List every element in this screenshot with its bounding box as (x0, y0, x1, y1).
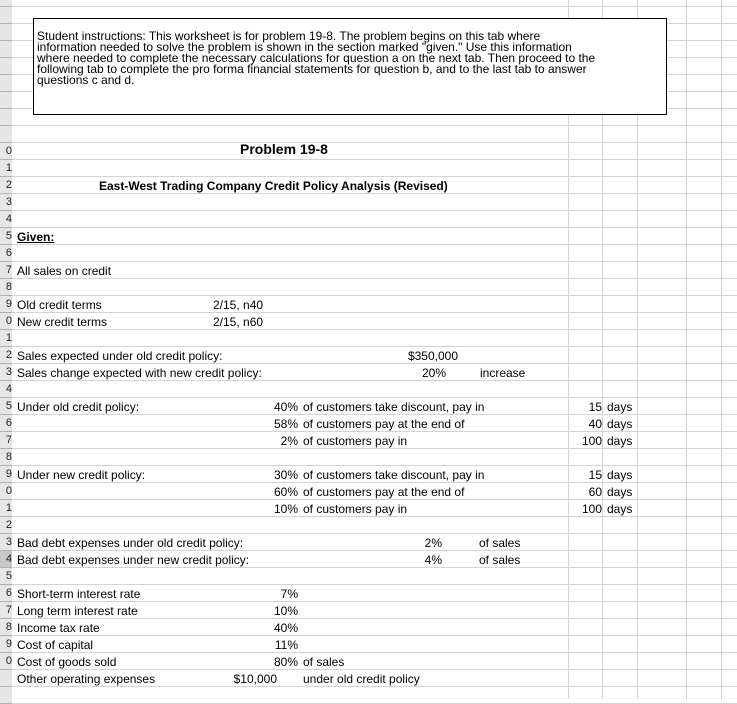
old-policy-desc: of customers pay in (303, 434, 408, 448)
grid-row-line (12, 159, 737, 160)
sales-old-value[interactable]: $350,000 (407, 349, 458, 363)
old-policy-pct[interactable]: 58% (273, 417, 298, 431)
new-policy-unit: days (607, 468, 633, 482)
bad-debt-new-label: Bad debt expenses under new credit policy: (17, 553, 250, 567)
grid-row-line (12, 584, 737, 585)
row-header[interactable]: 9 (0, 296, 12, 313)
grid-row-line (12, 465, 737, 466)
grid-row-line (12, 142, 737, 143)
grid-row-line (12, 176, 737, 177)
row-header[interactable] (0, 24, 12, 41)
row-header[interactable]: 5 (0, 398, 12, 415)
row-header[interactable]: 6 (0, 585, 12, 602)
grid-row-line (12, 329, 737, 330)
row-header[interactable] (0, 92, 12, 109)
old-policy-days[interactable]: 40 (588, 417, 602, 431)
sales-change-note: increase (480, 366, 526, 380)
row-header[interactable]: 8 (0, 619, 12, 636)
grid-row-line (12, 6, 737, 7)
row-header[interactable]: 0 (0, 143, 12, 160)
row-header[interactable]: 8 (0, 449, 12, 466)
grid-column-line (721, 0, 722, 699)
sales-change-value[interactable]: 20% (421, 366, 446, 380)
instructions-textbox[interactable] (33, 18, 667, 115)
row-header[interactable]: 4 (0, 211, 12, 228)
old-terms-value[interactable]: 2/15, n40 (213, 298, 264, 312)
all-sales-credit-label: All sales on credit (17, 264, 112, 278)
row-header[interactable]: 4 (0, 381, 12, 398)
row-header[interactable]: 3 (0, 194, 12, 211)
old-policy-days[interactable]: 100 (581, 434, 602, 448)
row-header[interactable]: 7 (0, 262, 12, 279)
row-header[interactable]: 1 (0, 500, 12, 517)
grid-row-line (12, 669, 737, 670)
new-terms-value[interactable]: 2/15, n60 (213, 315, 264, 329)
row-header[interactable]: 7 (0, 602, 12, 619)
opex-label: Other operating expenses (17, 672, 156, 686)
cogs-value[interactable]: 80% (273, 655, 298, 669)
long-term-rate-label: Long term interest rate (17, 604, 138, 618)
long-term-rate-value[interactable]: 10% (273, 604, 298, 618)
row-header[interactable] (0, 126, 12, 143)
old-policy-pct[interactable]: 40% (273, 400, 298, 414)
new-policy-days[interactable]: 15 (588, 468, 602, 482)
grid-row-line (12, 346, 737, 347)
new-policy-label: Under new credit policy: (17, 468, 146, 482)
new-policy-pct[interactable]: 30% (273, 468, 298, 482)
old-policy-label: Under old credit policy: (17, 400, 140, 414)
page-subtitle: East-West Trading Company Credit Policy Analysis (Revised) (99, 179, 448, 193)
cost-of-capital-label: Cost of capital (17, 638, 94, 652)
row-header[interactable]: 0 (0, 483, 12, 500)
row-header[interactable]: 3 (0, 364, 12, 381)
old-policy-pct[interactable]: 2% (280, 434, 298, 448)
row-header[interactable] (0, 109, 12, 126)
old-policy-desc: of customers pay at the end of (303, 417, 465, 431)
cost-of-capital-value[interactable]: 11% (274, 638, 298, 652)
tax-rate-value[interactable]: 40% (273, 621, 298, 635)
sales-change-label: Sales change expected with new credit policy: (17, 366, 262, 380)
instructions-text: Student instructions: This worksheet is for problem 19-8. The problem begins on this tab where information needed to solve the problem is shown in the section marked "given." Use this information where needed to complete the necessary calculations for question a on the next tab. Then proceed to the following tab to complete the pro forma financial statements for question b, and to the last tab to answer questions c and d. (37, 29, 596, 87)
new-policy-desc: of customers pay at the end of (303, 485, 465, 499)
new-policy-days[interactable]: 60 (588, 485, 602, 499)
row-header[interactable]: 9 (0, 636, 12, 653)
grid-row-line (12, 261, 737, 262)
grid-row-line (12, 210, 737, 211)
grid-row-line (12, 652, 737, 653)
grid-row-line (12, 227, 737, 228)
row-header[interactable]: 4 (0, 551, 12, 568)
old-policy-desc: of customers take discount, pay in (303, 400, 485, 414)
row-header[interactable]: 2 (0, 517, 12, 534)
given-heading: Given: (17, 230, 55, 244)
new-policy-pct[interactable]: 10% (273, 502, 298, 516)
new-policy-days[interactable]: 100 (581, 502, 602, 516)
grid-row-line (12, 635, 737, 636)
bad-debt-old-value[interactable]: 2% (424, 536, 442, 550)
new-terms-label: New credit terms (17, 315, 108, 329)
bad-debt-new-note: of sales (479, 553, 521, 567)
row-header[interactable] (0, 687, 12, 704)
row-header[interactable]: 1 (0, 330, 12, 347)
short-term-rate-value[interactable]: 7% (280, 587, 298, 601)
bad-debt-new-value[interactable]: 4% (424, 553, 442, 567)
new-policy-pct[interactable]: 60% (273, 485, 298, 499)
row-header[interactable]: 7 (0, 432, 12, 449)
row-header[interactable] (0, 41, 12, 58)
opex-value[interactable]: $10,000 (233, 672, 277, 686)
grid-row-line (12, 533, 737, 534)
bad-debt-old-label: Bad debt expenses under old credit policy: (17, 536, 244, 550)
old-policy-unit: days (607, 417, 633, 431)
page-title: Problem 19-8 (240, 141, 328, 157)
old-policy-days[interactable]: 15 (588, 400, 602, 414)
grid-row-line (12, 278, 737, 279)
tax-rate-label: Income tax rate (17, 621, 100, 635)
row-header[interactable]: 2 (0, 177, 12, 194)
new-policy-unit: days (607, 502, 633, 516)
row-header[interactable]: 9 (0, 466, 12, 483)
short-term-rate-label: Short-term interest rate (17, 587, 141, 601)
grid-row-line (12, 244, 737, 245)
grid-row-line (12, 397, 737, 398)
new-policy-desc: of customers take discount, pay in (303, 468, 485, 482)
row-header[interactable]: 2 (0, 347, 12, 364)
grid-column-line (686, 0, 687, 699)
grid-row-line (12, 125, 737, 126)
row-header[interactable] (0, 58, 12, 75)
row-header[interactable] (0, 0, 12, 7)
new-policy-desc: of customers pay in (303, 502, 408, 516)
row-header[interactable]: 6 (0, 415, 12, 432)
row-header[interactable] (0, 670, 12, 687)
row-header[interactable]: 5 (0, 228, 12, 245)
old-policy-unit: days (607, 400, 633, 414)
row-header[interactable]: 1 (0, 160, 12, 177)
old-terms-label: Old credit terms (17, 298, 102, 312)
sales-old-label: Sales expected under old credit policy: (17, 349, 223, 363)
row-header[interactable]: 3 (0, 534, 12, 551)
row-header[interactable]: 0 (0, 653, 12, 670)
cogs-note: of sales (303, 655, 345, 669)
bad-debt-old-note: of sales (479, 536, 521, 550)
row-header[interactable]: 6 (0, 245, 12, 262)
row-header[interactable]: 5 (0, 568, 12, 585)
row-header[interactable]: 8 (0, 279, 12, 296)
grid-row-line (12, 312, 737, 313)
row-header[interactable] (0, 75, 12, 92)
cogs-label: Cost of goods sold (17, 655, 117, 669)
row-header[interactable]: 0 (0, 313, 12, 330)
old-policy-unit: days (607, 434, 633, 448)
opex-note: under old credit policy (303, 672, 420, 686)
grid-row-line (12, 295, 737, 296)
new-policy-unit: days (607, 485, 633, 499)
row-header[interactable] (0, 7, 12, 24)
